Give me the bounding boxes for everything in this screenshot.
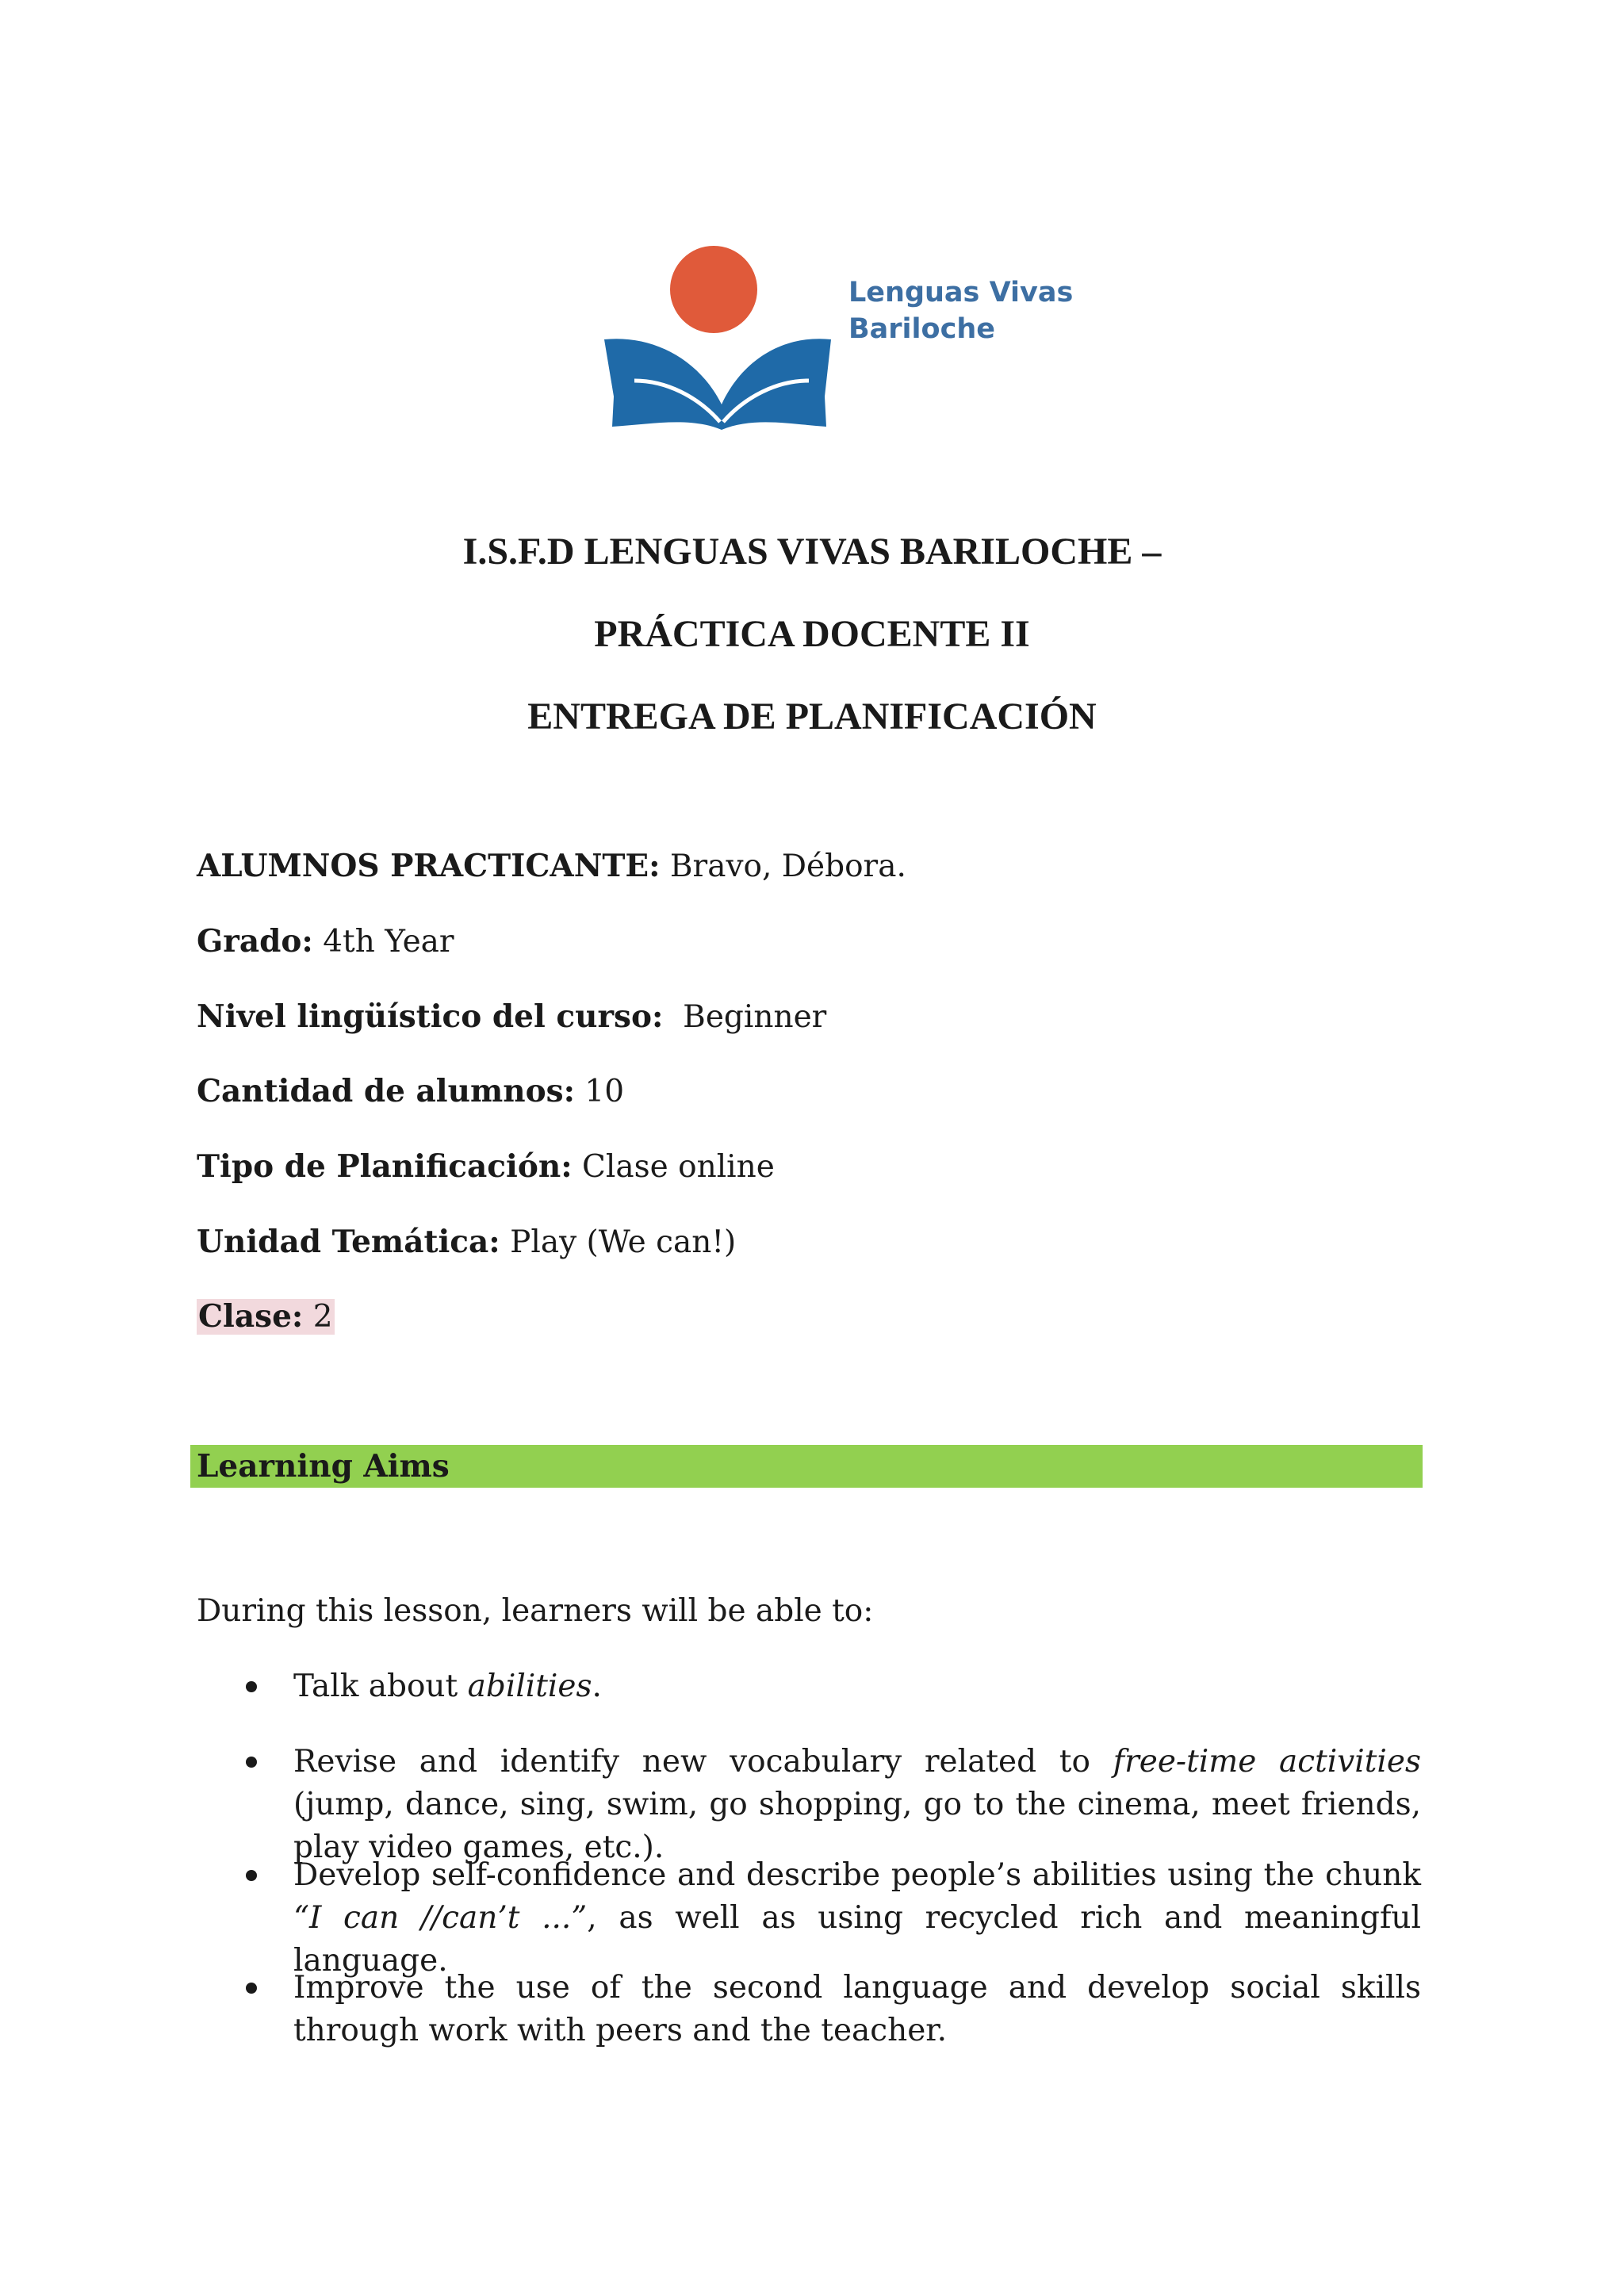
aim1-text: Talk about bbox=[293, 1669, 468, 1704]
info-clase-highlight bbox=[197, 1299, 335, 1335]
logo-text bbox=[848, 274, 1073, 347]
list-item-text bbox=[293, 1665, 1421, 1708]
info-tipo-label: Tipo de Planificación: bbox=[197, 1148, 573, 1185]
info-alumnos bbox=[197, 847, 906, 886]
info-tipo-value: Clase online bbox=[572, 1149, 775, 1185]
logo-sun bbox=[670, 246, 757, 333]
institution-logo bbox=[603, 246, 1074, 436]
learning-aims-header bbox=[190, 1445, 1423, 1488]
info-cantidad-label: Cantidad de alumnos: bbox=[197, 1073, 575, 1109]
bullet-dot-icon bbox=[246, 1681, 257, 1692]
learning-aims-title: Learning Aims bbox=[197, 1448, 450, 1485]
aim2-end: (jump, dance, sing, swim, go shopping, go to the cinema, meet friends, play video games, etc.). bbox=[293, 1744, 1431, 1865]
info-alumnos-label: ALUMNOS PRACTICANTE: bbox=[197, 848, 661, 884]
info-grado bbox=[197, 922, 454, 961]
aim3-text: Develop self-confidence and describe people’s abilities using the chunk bbox=[293, 1857, 1431, 1893]
aim3-emphasis: “I can //can’t ...” bbox=[293, 1900, 588, 1936]
aim1-end: . bbox=[592, 1669, 602, 1704]
info-nivel-label: Nivel lingüístico del curso: bbox=[197, 998, 664, 1035]
info-cantidad bbox=[197, 1072, 624, 1111]
logo-text-line1: Lenguas Vivas bbox=[848, 277, 1074, 308]
info-clase bbox=[197, 1297, 335, 1336]
aim1-emphasis: abilities bbox=[467, 1669, 592, 1704]
bullet-dot-icon bbox=[246, 1870, 257, 1881]
info-unidad-label: Unidad Temática: bbox=[197, 1224, 500, 1260]
document-title-line1: I.S.F.D LENGUAS VIVAS BARILOCHE – bbox=[462, 531, 1162, 573]
document-title-line3: ENTREGA DE PLANIFICACIÓN bbox=[527, 695, 1097, 738]
bullet-dot-icon bbox=[246, 1757, 257, 1768]
bullet-dot-icon bbox=[246, 1983, 257, 1994]
info-unidad-value: Play (We can!) bbox=[500, 1224, 737, 1260]
logo-text-line2: Bariloche bbox=[848, 313, 995, 345]
list-item-text bbox=[293, 1854, 1431, 1983]
info-nivel bbox=[197, 998, 826, 1036]
info-cantidad-value: 10 bbox=[574, 1074, 625, 1109]
logo-graphic bbox=[603, 246, 841, 436]
info-nivel-value: Beginner bbox=[663, 999, 827, 1035]
learning-aims-intro: During this lesson, learners will be able to: bbox=[197, 1593, 874, 1629]
info-tipo bbox=[197, 1148, 775, 1186]
info-grado-value: 4th Year bbox=[312, 924, 454, 960]
info-unidad bbox=[197, 1223, 736, 1262]
list-item-text: Improve the use of the second language and develop social skills through work with peers and the teacher. bbox=[293, 1970, 1421, 2048]
list-item-text bbox=[293, 1741, 1431, 1869]
info-clase-value: 2 bbox=[303, 1299, 333, 1335]
aim2-emphasis: free-time activities bbox=[1113, 1744, 1421, 1780]
aim3-end: , as well as using recycled rich and meaningful language. bbox=[293, 1900, 1421, 1979]
info-grado-label: Grado: bbox=[197, 923, 313, 960]
info-alumnos-value: Bravo, Débora. bbox=[660, 849, 906, 884]
aim2-text: Revise and identify new vocabulary related to bbox=[293, 1744, 1113, 1780]
document-title-line2: PRÁCTICA DOCENTE II bbox=[594, 613, 1030, 655]
info-clase-label: Clase: bbox=[198, 1298, 304, 1335]
